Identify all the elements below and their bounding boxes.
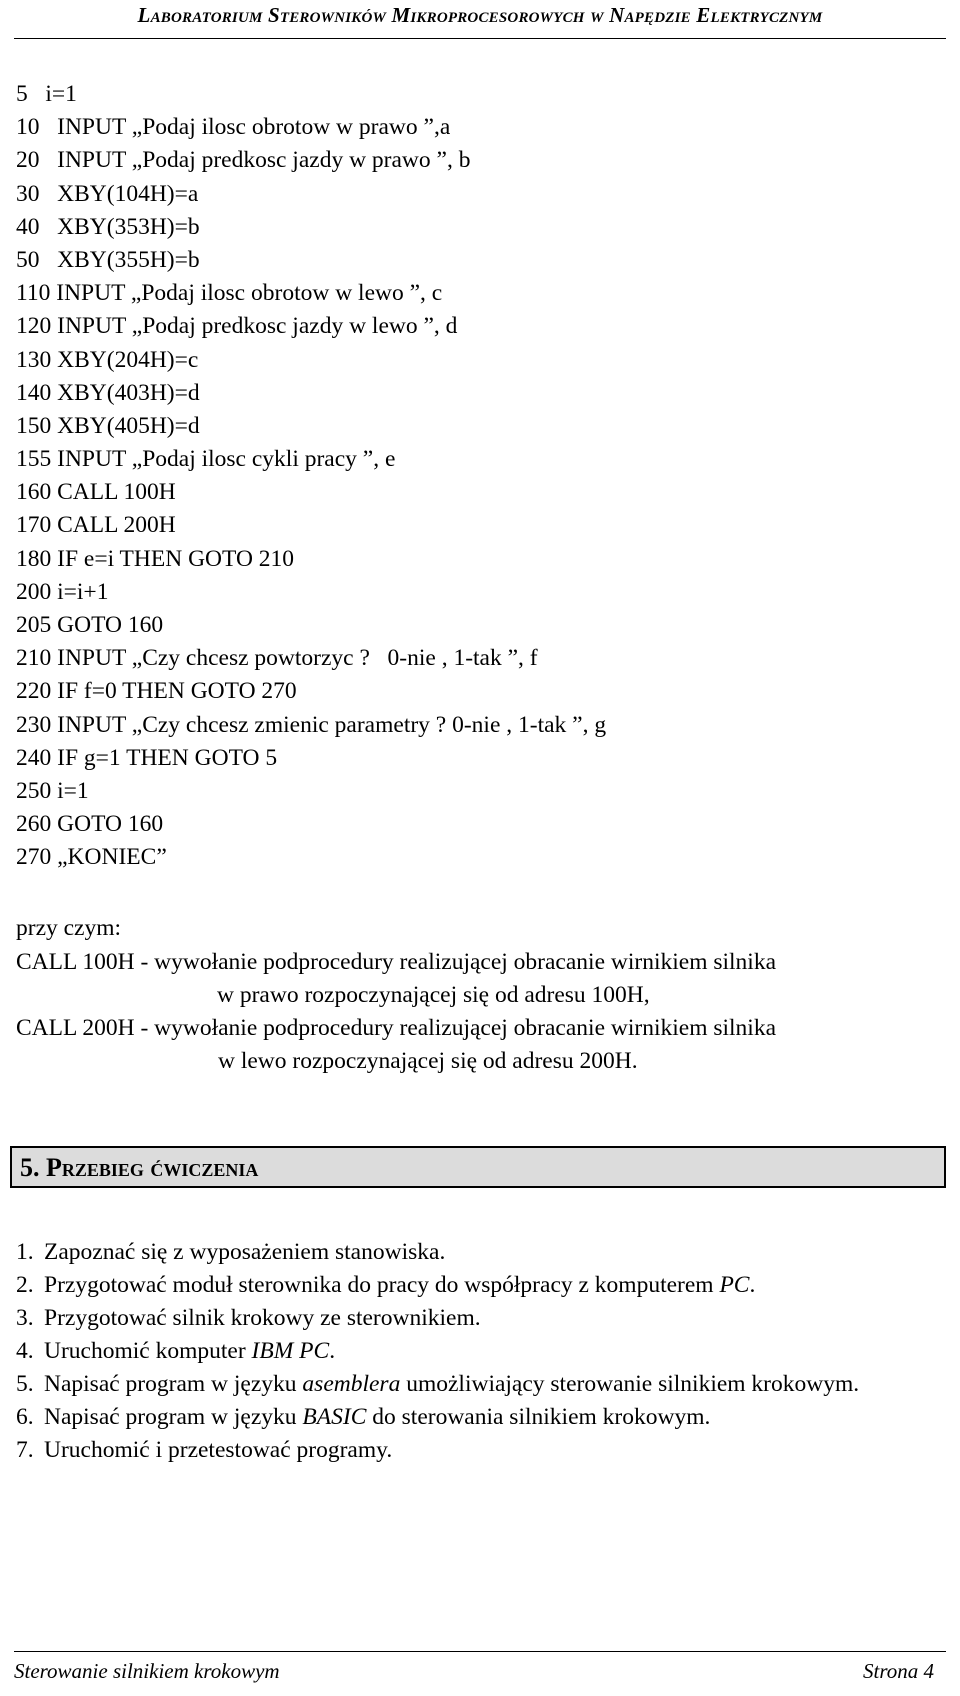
code-line: 40 XBY(353H)=b (16, 213, 200, 240)
call-100h-definition: CALL 100H - wywołanie podprocedury realizującej obracanie wirnikiem silnika (16, 949, 777, 975)
list-item (16, 1269, 952, 1302)
call-200h-definition: CALL 200H - wywołanie podprocedury realizującej obracanie wirnikiem silnika (16, 1015, 777, 1041)
code-line: 155 INPUT „Podaj ilosc cykli pracy ”, e (16, 446, 396, 473)
step-text: Uruchomić komputer IBM PC. (44, 1338, 336, 1364)
code-line: 205 GOTO 160 (16, 612, 164, 638)
code-line: 130 XBY(204H)=c (16, 346, 199, 373)
code-line: 200 i=i+1 (16, 578, 109, 605)
code-line: 110 INPUT „Podaj ilosc obrotow w lewo ”, c (16, 280, 443, 307)
step-number: 7. (16, 1437, 34, 1463)
code-line: 160 CALL 100H (16, 479, 176, 506)
code-line: 180 IF e=i THEN GOTO 210 (16, 545, 295, 572)
step-text: Zapoznać się z wyposażeniem stanowiska. (44, 1239, 446, 1265)
code-line: 50 XBY(355H)=b (16, 246, 200, 273)
footer-title: Sterowanie silnikiem krokowym (14, 1659, 280, 1683)
list-item (16, 1368, 952, 1401)
step-text: Uruchomić i przetestować programy. (44, 1437, 393, 1463)
step-number: 3. (16, 1305, 34, 1331)
step-number: 5. (16, 1371, 34, 1397)
step-text: Napisać program w języku BASIC do sterowania silnikiem krokowym. (44, 1404, 711, 1430)
code-line: 250 i=1 (16, 777, 89, 804)
call-100h-continuation: w prawo rozpoczynającej się od adresu 100H, (217, 982, 650, 1008)
list-item (16, 1401, 952, 1434)
emphasis: BASIC (302, 1404, 367, 1430)
step-number: 4. (16, 1338, 34, 1364)
code-line: 270 „KONIEC” (16, 844, 167, 871)
code-line: 140 XBY(403H)=d (16, 379, 200, 406)
code-line: 10 INPUT „Podaj ilosc obrotow w prawo ”,a (16, 114, 451, 141)
step-text: Przygotować moduł sterownika do pracy do współpracy z komputerem PC. (44, 1272, 756, 1298)
code-line: 260 GOTO 160 (16, 811, 164, 838)
code-line: 220 IF f=0 THEN GOTO 270 (16, 678, 297, 705)
code-line: 120 INPUT „Podaj predkosc jazdy w lewo ”, d (16, 313, 458, 340)
explanation-label: przy czym: (16, 915, 122, 941)
step-number: 1. (16, 1239, 34, 1265)
code-line: 240 IF g=1 THEN GOTO 5 (16, 744, 278, 771)
code-line: 170 CALL 200H (16, 512, 176, 539)
step-number: 6. (16, 1404, 34, 1430)
list-item (16, 1335, 952, 1368)
section-heading: 5. Przebieg ćwiczenia (10, 1146, 946, 1188)
list-item (16, 1302, 952, 1335)
step-number: 2. (16, 1272, 34, 1298)
code-line: 20 INPUT „Podaj predkosc jazdy w prawo ”, b (16, 147, 471, 174)
code-line: 150 XBY(405H)=d (16, 412, 200, 439)
code-line: 30 XBY(104H)=a (16, 180, 199, 207)
exercise-steps-list (16, 1236, 952, 1467)
code-line: 210 INPUT „Czy chcesz powtorzyc ? 0-nie , 1-tak ”, f (16, 645, 538, 672)
list-item (16, 1434, 952, 1467)
code-line: 5 i=1 (16, 81, 77, 107)
emphasis: IBM PC (251, 1338, 330, 1364)
emphasis: asemblera (302, 1371, 401, 1397)
list-item (16, 1236, 952, 1269)
emphasis: PC (719, 1272, 750, 1298)
call-200h-continuation: w lewo rozpoczynającej się od adresu 200H. (218, 1048, 638, 1074)
page-number: Strona 4 (863, 1659, 934, 1683)
explanation-block (16, 912, 956, 1078)
step-text: Napisać program w języku asemblera umożliwiający sterowanie silnikiem krokowym. (44, 1371, 860, 1397)
page-footer (14, 1651, 946, 1692)
step-text: Przygotować silnik krokowy ze sterownikiem. (44, 1305, 481, 1331)
code-line: 230 INPUT „Czy chcesz zmienic parametry ? 0-nie , 1-tak ”, g (16, 711, 607, 738)
basic-code-listing (16, 78, 936, 875)
page-header: Laboratorium Sterowników Mikroprocesorowych w Napędzie Elektrycznym (14, 0, 946, 39)
